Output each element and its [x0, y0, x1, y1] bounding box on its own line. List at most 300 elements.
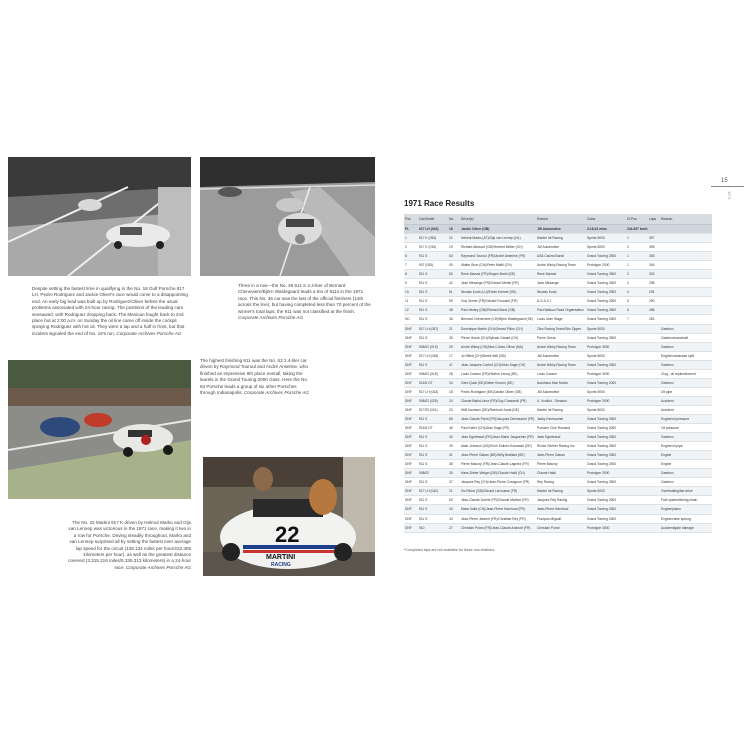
- cell-car-number: 40: [448, 433, 460, 442]
- cell-reason: Gearbox: [660, 469, 712, 478]
- header-entrant: Entrant: [536, 214, 586, 225]
- cell-car-model: 908/02 (025): [418, 396, 448, 405]
- header-drivers: Driver(s): [460, 214, 536, 225]
- cell-drivers: Nicolas Koob (LU)/Erwin Kremer (DE): [460, 288, 536, 297]
- cell-class-pos: [626, 442, 648, 451]
- cell-laps: [648, 433, 660, 442]
- table-header-row: [404, 214, 712, 225]
- table-row: [404, 424, 712, 433]
- cell-class-pos: [626, 414, 648, 423]
- cell-class: Sports 5000: [586, 351, 626, 360]
- table-row: [404, 414, 712, 423]
- cell-class: Grand Touring 2500: [586, 279, 626, 288]
- table-row: [404, 451, 712, 460]
- cell-pos: DNF: [404, 487, 418, 496]
- cell-drivers: Jean Egreteaud (FR)/Jean-Marie Jacquemin (FR): [460, 433, 536, 442]
- cell-pos: DNF: [404, 414, 418, 423]
- cell-pos: 11: [404, 297, 418, 306]
- header-pos: Pos: [404, 214, 418, 225]
- cell-class-pos: [626, 514, 648, 523]
- table-row: [404, 387, 712, 396]
- cell-drivers: Jean-Claude Guérie (FR)/Claude Mathiot (FR): [460, 496, 536, 505]
- cell-laps: [648, 360, 660, 369]
- cell-class-pos: [626, 496, 648, 505]
- cell-drivers: Raymond Touroul (FR)/André Anselme (FR): [460, 252, 536, 261]
- cell-laps: 395: [648, 243, 660, 252]
- cell-drivers: Pedro Rodriguez (MX)/Jackie Oliver (GB): [460, 387, 536, 396]
- cell-laps: 286: [648, 306, 660, 315]
- cell-car-number: 24: [448, 396, 460, 405]
- cell-drivers: Jackie Oliver (GB): [460, 225, 536, 234]
- cell-car-model: 907 (005): [418, 261, 448, 270]
- cell-pos: DNF: [404, 442, 418, 451]
- cell-car-model: 914/6 GT: [418, 424, 448, 433]
- cell-entrant: Pierre Greub: [536, 333, 586, 342]
- cell-reason: [660, 315, 712, 324]
- cell-class: Grand Touring 2500: [586, 451, 626, 460]
- cell-car-number: 38: [448, 460, 460, 469]
- cell-drivers: Paul Keller (CH)/Jean Sage (FR): [460, 424, 536, 433]
- cell-reason: Overheating/fan drive: [660, 487, 712, 496]
- cell-car-number: 23: [448, 405, 460, 414]
- cell-entrant: Martini Int Racing: [536, 487, 586, 496]
- cell-pos: DNF: [404, 523, 418, 532]
- cell-drivers: Louis Cosson (FR)/Hélène Lecoq (DE): [460, 369, 536, 378]
- cell-car-number: 18: [448, 387, 460, 396]
- cell-entrant: JW Automotive: [536, 243, 586, 252]
- cell-car-model: 911 S: [418, 333, 448, 342]
- cell-reason: Gearbox/camshaft: [660, 333, 712, 342]
- cell-car-number: 47: [448, 360, 460, 369]
- table-row: [404, 324, 712, 333]
- cell-entrant: Richie Ginther Racing Inc.: [536, 442, 586, 451]
- cell-pos: DNF: [404, 478, 418, 487]
- cell-class: Grand Touring 2500: [586, 505, 626, 514]
- cell-class-pos: [626, 369, 648, 378]
- cell-drivers: Gerd Quist (DE)/Dieter Krumm (DE): [460, 378, 536, 387]
- cell-reason: Gearbox: [660, 324, 712, 333]
- cell-pos: DNF: [404, 460, 418, 469]
- caption-text: Despite setting the fastest time in qualifying in the No. 18 Gulf Porsche 917 LH, Pedro Rodriguez and Jackie Oliver's race would come to a disappointing end. An early big lead was built up by Rodriguez/Oliver before the usual problems associated with 24-hour racing. The positions of the leading cars seesawed, with Rodriguez dropping back. The Mexican fought back to 2nd place but at 2:00 a.m. on Sunday the oil line came off inside the cockpit spraying Rodriguez with hot oil. They were a lap and a half in front, but that incident signaled the end of No. 18's run.: [32, 286, 188, 336]
- table-row: [404, 469, 712, 478]
- cell-drivers: Jean-Pierre Jaubert (FR)/Christian Rey (FR): [460, 514, 536, 523]
- caption-photo4: [66, 520, 191, 571]
- cell-reason: Gearbox: [660, 478, 712, 487]
- cell-class-pos: 1: [626, 261, 648, 270]
- cell-laps: [648, 442, 660, 451]
- cell-car-number: 19: [448, 243, 460, 252]
- cell-class: Prototype 3000: [586, 396, 626, 405]
- cell-class: 3:18.24 mins: [586, 225, 626, 234]
- cell-reason: Engine/valve sprung: [660, 514, 712, 523]
- cell-class: Sports 5000: [586, 324, 626, 333]
- cell-drivers: Richard Attwood (GB)/Herbert Müller (CH): [460, 243, 536, 252]
- cell-car-number: 59: [448, 297, 460, 306]
- cell-class-pos: [626, 469, 648, 478]
- table-row: [404, 252, 712, 261]
- cell-entrant: Louis Cosson: [536, 369, 586, 378]
- cell-drivers: Guy Verrier (FR)/Gérard Foucault (FR): [460, 297, 536, 306]
- cell-entrant: JW Automotive: [536, 351, 586, 360]
- photo-martini-917k: [203, 457, 375, 576]
- cell-entrant: Louis Jean Stage: [536, 315, 586, 324]
- cell-drivers: Pierre Mauroy (FR)/Jean-Claude Lagniez (FR): [460, 460, 536, 469]
- table-row: [404, 433, 712, 442]
- cell-pos: DNF: [404, 496, 418, 505]
- cell-drivers: Hans-Dieter Weigel (DE)/Claude Haldi (CH): [460, 469, 536, 478]
- cell-pos: DNF: [404, 433, 418, 442]
- cell-laps: [648, 369, 660, 378]
- photo-911-trio: [200, 157, 375, 276]
- cell-laps: [648, 478, 660, 487]
- table-row: [404, 523, 712, 532]
- cell-car-model: 917 LH (045): [418, 351, 448, 360]
- header-class: Class: [586, 214, 626, 225]
- cell-entrant: ASA Cachia Bondi: [536, 252, 586, 261]
- cell-car-model: 914/6 GT: [418, 378, 448, 387]
- cell-car-number: 17: [448, 351, 460, 360]
- cell-laps: [648, 351, 660, 360]
- cell-drivers: Jean-Pierre Gaban (BE)/Willy Braillard (BE): [460, 451, 536, 460]
- cell-entrant: Nicolas Koob: [536, 288, 586, 297]
- table-row: [404, 505, 712, 514]
- cell-car-model: 917/20 (001): [418, 405, 448, 414]
- cell-pos: DNF: [404, 378, 418, 387]
- car-number-22: 22: [275, 522, 300, 547]
- cell-class-pos: 2: [626, 270, 648, 279]
- caption-credit: Corporate Archives Porsche AG: [116, 330, 182, 336]
- cell-entrant: François Migault: [536, 514, 586, 523]
- cell-car-number: 42: [448, 279, 460, 288]
- cell-class: Grand Touring 2500: [586, 514, 626, 523]
- cell-drivers: Jean-Claude Parot (FR)/Jacques Dechaumel (FR): [460, 414, 536, 423]
- cell-entrant: André Wicky Racing Team: [536, 342, 586, 351]
- cell-pos: DNF: [404, 387, 418, 396]
- cell-laps: 298: [648, 279, 660, 288]
- caption-text: The highest finishing 911 was the No. 63 2.4-liter car driven by Raymond Touroul and André Anselme, who finished an impressive 6th place overall, taking the laurels in the Grand Touring 2000 class. Here the No. 63 Porsche leads a group of six other Porsches through Indianapolis.: [200, 358, 309, 396]
- cell-reason: [660, 288, 712, 297]
- cell-drivers: Claude Ballot-Léna (FR)/Guy Chasseuil (FR): [460, 396, 536, 405]
- cell-car-number: 39: [448, 442, 460, 451]
- cell-class-pos: [626, 378, 648, 387]
- cell-class: Sports 5000: [586, 405, 626, 414]
- cell-drivers: Christian Poirot (FR)/Jean-Claude Andruet (FR): [460, 523, 536, 532]
- cell-laps: 397: [648, 234, 660, 243]
- cell-class: Prototype 3000: [586, 469, 626, 478]
- cell-pos: DNF: [404, 396, 418, 405]
- caption-photo1: [32, 286, 190, 337]
- cell-reason: Engine/oil pipe: [660, 442, 712, 451]
- cell-class: Sports 5000: [586, 234, 626, 243]
- cell-pos: DNF: [404, 342, 418, 351]
- cell-car-number: 63: [448, 252, 460, 261]
- cell-pos: DNF: [404, 505, 418, 514]
- cell-car-number: 43: [448, 505, 460, 514]
- cell-pos: DNF: [404, 360, 418, 369]
- cell-car-number: 35: [448, 333, 460, 342]
- cell-class: Grand Touring 2500: [586, 414, 626, 423]
- cell-pos: DNF: [404, 514, 418, 523]
- table-row: [404, 288, 712, 297]
- cell-class: Grand Touring 2500: [586, 252, 626, 261]
- cell-reason: Accident: [660, 405, 712, 414]
- header-car-model: Car/Model: [418, 214, 448, 225]
- cell-drivers: Pierre Greub (CH)/Sylvain Garant (CH): [460, 333, 536, 342]
- cell-drivers: Vic Elford (GB)/Gérard Larrousse (FR): [460, 487, 536, 496]
- cell-laps: [648, 324, 660, 333]
- cell-car-number: 41: [448, 451, 460, 460]
- table-row: [404, 306, 712, 315]
- cell-drivers: Walter Brun (CH)/Peter Mattli (CH): [460, 261, 536, 270]
- cell-reason: Accident: [660, 396, 712, 405]
- cell-entrant: André Wicky Racing Team: [536, 360, 586, 369]
- table-row: [404, 487, 712, 496]
- table-row: [404, 261, 712, 270]
- cell-entrant: Jean Egreteaud: [536, 433, 586, 442]
- caption-credit: Corporate Archives Porsche AG: [238, 315, 304, 321]
- cell-class-pos: [626, 396, 648, 405]
- cell-entrant: Rey Racing: [536, 478, 586, 487]
- photo-porsche-63-group: [8, 360, 191, 499]
- cell-pos: FL: [404, 225, 418, 234]
- caption-text: Three in a row—the No. 36 911 S 2.4-liter of Bernard Cheneviere/Björn Waldegaard leads a trio of 911s in the 1971 race. This No. 36 car was the last of the official finishers (14th across the line), but having completed less than 70 percent of the winner's total laps, the 911 was not classified at the finish.: [238, 283, 371, 314]
- table-row: [404, 234, 712, 243]
- cell-class-pos: [626, 505, 648, 514]
- cell-class-pos: 2: [626, 243, 648, 252]
- cell-pos: DNF: [404, 369, 418, 378]
- caption-credit: Corporate Archives Porsche AG: [243, 390, 309, 396]
- cell-reason: Gearbox: [660, 378, 712, 387]
- cell-car-number: 65: [448, 414, 460, 423]
- cell-class-pos: [626, 324, 648, 333]
- table-body: [404, 225, 712, 533]
- cell-pos: DNF: [404, 424, 418, 433]
- cell-class-pos: [626, 460, 648, 469]
- cell-car-number: 44: [448, 514, 460, 523]
- cell-reason: Oil pipe: [660, 387, 712, 396]
- cell-laps: [648, 514, 660, 523]
- cell-class: Grand Touring 2500: [586, 442, 626, 451]
- cell-class-pos: 5: [626, 297, 648, 306]
- cell-reason: Gearbox: [660, 360, 712, 369]
- cell-car-model: 917 LH (057): [418, 324, 448, 333]
- cell-entrant: Porsche Club Romand: [536, 424, 586, 433]
- martini-label: MARTINI: [266, 554, 296, 561]
- cell-class-pos: [626, 360, 648, 369]
- cell-drivers: Willi Kauhsen (DE)/Reinhold Joest (DE): [460, 405, 536, 414]
- cell-car-model: 911 S: [418, 514, 448, 523]
- cell-car-model: 911 S: [418, 496, 448, 505]
- table-row: [404, 460, 712, 469]
- cell-entrant: Jean-Pierre Gaban: [536, 451, 586, 460]
- cell-car-number: 22: [448, 234, 460, 243]
- cell-class-pos: [626, 387, 648, 396]
- cell-entrant: Jean Mésange: [536, 279, 586, 288]
- cell-reason: Gearbox: [660, 342, 712, 351]
- cell-laps: [648, 460, 660, 469]
- table-row: [404, 297, 712, 306]
- cell-reason: [660, 279, 712, 288]
- cell-pos: 6: [404, 252, 418, 261]
- cell-car-model: 917 K (053): [418, 234, 448, 243]
- cell-class: Sports 5000: [586, 243, 626, 252]
- table-row: [404, 378, 712, 387]
- table-row: [404, 315, 712, 324]
- cell-pos: NC: [404, 315, 418, 324]
- cell-car-model: 911 S: [418, 451, 448, 460]
- cell-entrant: Jacky Dechaumel: [536, 414, 586, 423]
- table-row: [404, 342, 712, 351]
- cell-reason: [660, 243, 712, 252]
- cell-pos: 10: [404, 288, 418, 297]
- cell-car-model: 911 S: [418, 442, 448, 451]
- cell-car-number: 62: [448, 496, 460, 505]
- cell-class: Prototype 2000: [586, 261, 626, 270]
- cell-class: Prototype 3000: [586, 369, 626, 378]
- cell-drivers: Helmut Marko (AT)/Gijs van Lennep (NL): [460, 234, 536, 243]
- cell-reason: [660, 306, 712, 315]
- page-number: 15: [721, 178, 728, 184]
- cell-car-model: 917 LH (043): [418, 387, 448, 396]
- chapter-tab: 1971: [727, 191, 732, 200]
- cell-car-model: 917 LH (043): [418, 225, 448, 234]
- cell-class: Prototype 3000: [586, 523, 626, 532]
- cell-car-number: 27: [448, 523, 460, 532]
- cell-entrant: Jean-Pierre Hanrioud: [536, 505, 586, 514]
- cell-class-pos: [626, 451, 648, 460]
- cell-reason: [660, 225, 712, 234]
- cell-class: Grand Touring 2500: [586, 270, 626, 279]
- cell-car-model: 910: [418, 523, 448, 532]
- table-row: [404, 478, 712, 487]
- cell-laps: [648, 523, 660, 532]
- cell-reason: Oil pressure: [660, 424, 712, 433]
- cell-class: Grand Touring 2500: [586, 496, 626, 505]
- cell-reason: Engine: [660, 460, 712, 469]
- cell-pos: DNF: [404, 405, 418, 414]
- cell-entrant: Martini Int Racing: [536, 405, 586, 414]
- cell-class-pos: 1: [626, 234, 648, 243]
- cell-laps: [648, 469, 660, 478]
- cell-laps: [648, 496, 660, 505]
- cell-pos: DNF: [404, 351, 418, 360]
- cell-laps: [648, 396, 660, 405]
- cell-pos: 7: [404, 261, 418, 270]
- cell-car-number: 21: [448, 324, 460, 333]
- cell-reason: [660, 270, 712, 279]
- cell-class: Grand Touring 2500: [586, 333, 626, 342]
- cell-class: Grand Touring 2500: [586, 297, 626, 306]
- cell-class-pos: [626, 487, 648, 496]
- cell-car-number: 30: [448, 469, 460, 478]
- cell-pos: DNF: [404, 469, 418, 478]
- cell-car-number: 36: [448, 315, 460, 324]
- cell-entrant: André Wicky Racing Team: [536, 261, 586, 270]
- cell-car-number: 46: [448, 424, 460, 433]
- cell-entrant: JW Automotive: [536, 387, 586, 396]
- cell-laps: 303: [648, 270, 660, 279]
- cell-drivers: Bernard Cheneviere (CH)/Björn Waldegaard (SE): [460, 315, 536, 324]
- cell-car-model: 917 K (015): [418, 243, 448, 252]
- cell-class: Grand Touring 2500: [586, 360, 626, 369]
- table-row: [404, 279, 712, 288]
- cell-car-model: 911 S: [418, 433, 448, 442]
- cell-car-number: 21: [448, 487, 460, 496]
- cell-class-pos: 7: [626, 315, 648, 324]
- cell-class-pos: [626, 333, 648, 342]
- table-footnote: *Completed laps are not available for these non-finishers.: [404, 548, 496, 552]
- header-rule: [711, 186, 744, 187]
- cell-drivers: André Wicky (CH)/Max Cohen-Olivar (MA): [460, 342, 536, 351]
- table-row: [404, 360, 712, 369]
- cell-entrant: Autohaus Max Moritz: [536, 378, 586, 387]
- cell-pos: DNF: [404, 451, 418, 460]
- cell-class: Sports 5000: [586, 487, 626, 496]
- cell-car-number: 37: [448, 478, 460, 487]
- cell-entrant: JW Automotive: [536, 225, 586, 234]
- caption-photo3: [200, 358, 313, 396]
- table-row: [404, 405, 712, 414]
- cell-entrant: Paul Watson Race Organisation: [536, 306, 586, 315]
- cell-laps: [648, 225, 660, 234]
- cell-car-number: 49: [448, 261, 460, 270]
- table-row: [404, 351, 712, 360]
- cell-class-pos: [626, 478, 648, 487]
- cell-car-model: 911 S: [418, 360, 448, 369]
- table-row: [404, 514, 712, 523]
- photo-gulf-917: [8, 157, 191, 276]
- cell-laps: 304: [648, 261, 660, 270]
- cell-reason: [660, 297, 712, 306]
- cell-drivers: Jean Mésange (FR)/Gérard Merlin (FR): [460, 279, 536, 288]
- cell-class: Grand Touring 2500: [586, 433, 626, 442]
- cell-class-pos: [626, 351, 648, 360]
- cell-reason: Gearbox: [660, 433, 712, 442]
- cell-laps: [648, 342, 660, 351]
- cell-drivers: Jo Siffert (CH)/Derek Bell (GB): [460, 351, 536, 360]
- cell-drivers: Dominique Martin (CH)/Gérard Pillon (CH): [460, 324, 536, 333]
- cell-car-model: 908/02 (018): [418, 369, 448, 378]
- cell-reason: [660, 252, 712, 261]
- cell-laps: [648, 505, 660, 514]
- cell-class: Grand Touring 2500: [586, 288, 626, 297]
- cell-entrant: Martini Int Racing: [536, 234, 586, 243]
- cell-car-model: 908/02 (019): [418, 342, 448, 351]
- cell-drivers: Jean-Jacques Cochet (CH)/Jean Sage (CH): [460, 360, 536, 369]
- cell-drivers: Alain Johnson (US)/Erich Sollner-Kokowski (DE): [460, 442, 536, 451]
- table-row: [404, 396, 712, 405]
- cell-reason: Engine/oil pressure: [660, 414, 712, 423]
- header-reason: Reason: [660, 214, 712, 225]
- cell-class: Sports 5000: [586, 387, 626, 396]
- cell-class: Grand Touring 2000: [586, 378, 626, 387]
- cell-class-pos: [626, 424, 648, 433]
- cell-laps: 294: [648, 288, 660, 297]
- header-class-pos: Cl.Pos: [626, 214, 648, 225]
- cell-class-pos: [626, 433, 648, 442]
- cell-laps: [648, 387, 660, 396]
- cell-pos: 12: [404, 306, 418, 315]
- cell-entrant: Claude Haldi: [536, 469, 586, 478]
- cell-pos: DNF: [404, 324, 418, 333]
- cell-class: Grand Touring 2500: [586, 460, 626, 469]
- table-row: [404, 270, 712, 279]
- header-car-number: No.: [448, 214, 460, 225]
- caption-credit: Corporate Archives Porsche AG: [125, 564, 191, 570]
- cell-laps: [648, 487, 660, 496]
- cell-class: Grand Touring 2500: [586, 315, 626, 324]
- cell-class: Grand Touring 2000: [586, 424, 626, 433]
